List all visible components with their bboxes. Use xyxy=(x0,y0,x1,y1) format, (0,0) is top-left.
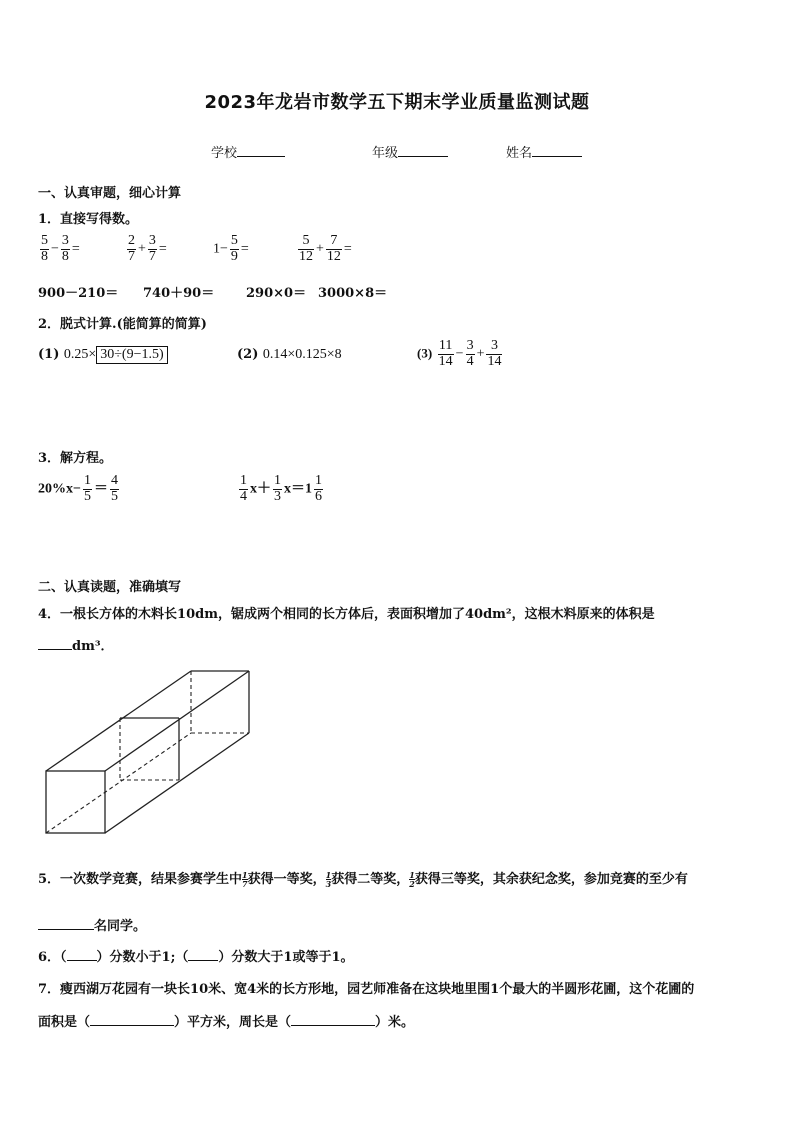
q1-item-4: $\frac{5}{12}$ + $\frac{7}{12}$ = xyxy=(299,233,352,264)
school-label: 学校 xyxy=(211,146,238,161)
q2-part1: (1) 0.25× 30÷(9−1.5) xyxy=(38,346,168,364)
q1-item-3: 1− $\frac{5}{9}$ = xyxy=(213,233,249,264)
q7-line-2: 面积是（ ）平方米，周长是（ ）米。 xyxy=(38,1015,415,1030)
q4-blank[interactable] xyxy=(38,637,72,650)
q7-line-1: 7．瘦西湖万花园有一块长10米、宽4米的长方形地，园艺师准备在这块地里围1个最大的半圆形花圃，这个花圃的 xyxy=(38,982,695,997)
section2-heading: 二、认真读题，准确填写 xyxy=(38,580,182,595)
name-label: 姓名 xyxy=(506,146,533,161)
q3-label: 3．解方程。 xyxy=(38,451,113,466)
name-field[interactable] xyxy=(506,142,582,161)
q4-unit: dm³． xyxy=(72,639,114,654)
grade-field[interactable] xyxy=(372,142,448,161)
q2-part3: (3) $\frac{11}{14}$ − $\frac{3}{4}$ + $\frac{3}{14}$ xyxy=(417,338,502,369)
name-blank[interactable] xyxy=(532,144,582,157)
q1-label: 1．直接写得数。 xyxy=(38,212,139,227)
q3-equation-1: 20%x− $\frac{1}{5}$ ＝ $\frac{4}{5}$ xyxy=(38,473,118,504)
q2-part2: (2) 0.14×0.125×8 xyxy=(237,347,342,362)
q3-equation-2: $\frac{1}{4}$ x＋ $\frac{1}{3}$ x＝1 $\frac{1}{6}$ xyxy=(240,473,322,504)
cuboid-figure xyxy=(38,665,254,837)
q7-area-blank[interactable] xyxy=(90,1013,174,1026)
q4-text: 4．一根长方体的木料长10dm，锯成两个相同的长方体后，表面积增加了40dm²，这根木料原来的体积是 xyxy=(38,607,655,622)
q1-item-2: $\frac{2}{7}$ + $\frac{3}{7}$ = xyxy=(128,233,167,264)
school-blank[interactable] xyxy=(237,144,285,157)
q2-label: 2．脱式计算.(能简算的简算) xyxy=(38,317,207,332)
page-title: 2023年龙岩市数学五下期末学业质量监测试题 xyxy=(204,92,590,113)
q6-blank-1[interactable] xyxy=(67,948,97,961)
grade-label: 年级 xyxy=(372,146,399,161)
q1-calc-3: 290×0＝ xyxy=(246,286,307,301)
q5-answer-line: 名同学。 xyxy=(38,915,146,934)
section1-heading: 一、认真审题，细心计算 xyxy=(38,186,182,201)
q7-perimeter-blank[interactable] xyxy=(291,1013,375,1026)
q5-text: 5．一次数学竞赛，结果参赛学生中 $\frac{1}{7}$ 获得一等奖， $\frac{1}{3}$ 获得二等奖， $\frac{1}{2}$ 获得三等奖，其余获纪念奖，参加竞赛的至少有 xyxy=(38,870,688,889)
q1-item-1: $\frac{5}{8}$ − $\frac{3}{8}$ = xyxy=(41,233,80,264)
q6-blank-2[interactable] xyxy=(188,948,218,961)
school-field[interactable] xyxy=(211,142,285,161)
q1-calc-4: 3000×8＝ xyxy=(318,286,388,301)
q1-calc-1: 900－210＝ xyxy=(38,286,119,301)
grade-blank[interactable] xyxy=(398,144,448,157)
q1-calc-2: 740＋90＝ xyxy=(143,286,215,301)
q6-text: 6．（ ）分数小于1;（ ）分数大于1或等于1。 xyxy=(38,950,354,965)
q5-blank[interactable] xyxy=(38,917,94,930)
q4-answer-line xyxy=(38,635,114,654)
